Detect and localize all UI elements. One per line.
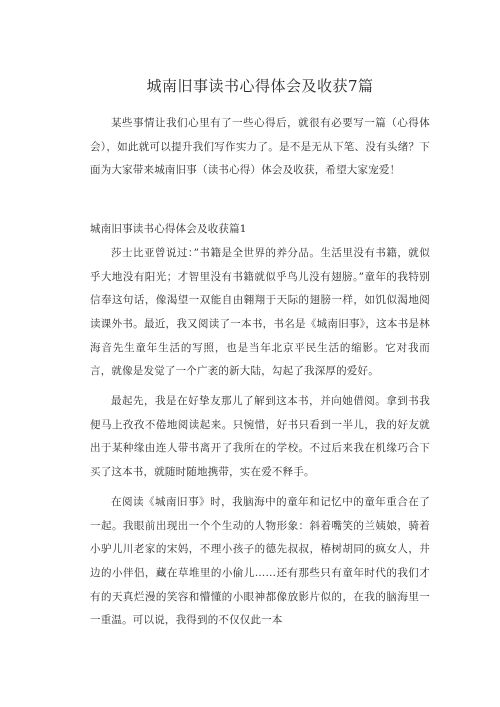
body-paragraph: 最起先，我是在好挚友那儿了解到这本书，并向她借阅。拿到书我便马上孜孜不倦地阅读起来。只惋惜，好书只看到一半儿，我的好友就出于某种缘由连人带书离开了我所在的学校。不过后来我在机缘巧合下买了这本书，就随时随地携带，实在爱不释手。 (90, 395, 430, 479)
section-heading: 城南旧事读书心得体会及收获篇1 (90, 223, 247, 236)
intro-paragraph: 某些事情让我们心里有了一些心得后，就很有必要写一篇（心得体会），如此就可以提升我们写作实力了。是不是无从下笔、没有头绪？下面为大家带来城南旧事（读书心得）体会及收获，希望大家宠爱！ (90, 117, 430, 177)
body-paragraph: 在阅读《城南旧事》时，我脑海中的童年和记忆中的童年重合在了一起。我眼前出现出一个个生动的人物形象：斜着嘴笑的兰姨娘，骑着小驴儿川老家的宋妈，不理小孩子的德先叔叔，椿树胡同的疯女人，井边的小伴侣，藏在草堆里的小偷儿……还有那些只有童年时代的我们才有的天真烂漫的笑容和懵懂的小眼神都像放影片似的，在我的脑海里一一重温。可以说，我得到的不仅仅此一本 (90, 495, 430, 627)
body-paragraph: 莎士比亚曾说过：”书籍是全世界的养分品。生活里没有书籍，就似乎大地没有阳光；才智里没有书籍就似乎鸟儿没有翅膀。”童年的我特别信奉这句话，像渴望一双能自由翱翔于天际的翅膀一样，如饥似渴地阅读课外书。最近，我又阅读了一本书，书名是《城南旧事》，这本书是林海音先生童年生活的写照，也是当年北京平民生活的缩影。它对我而言，就像是发觉了一个广袤的新大陆，勾起了我深厚的爱好。 (90, 246, 430, 378)
document-title: 城南旧事读书心得体会及收获7篇 (146, 77, 374, 95)
